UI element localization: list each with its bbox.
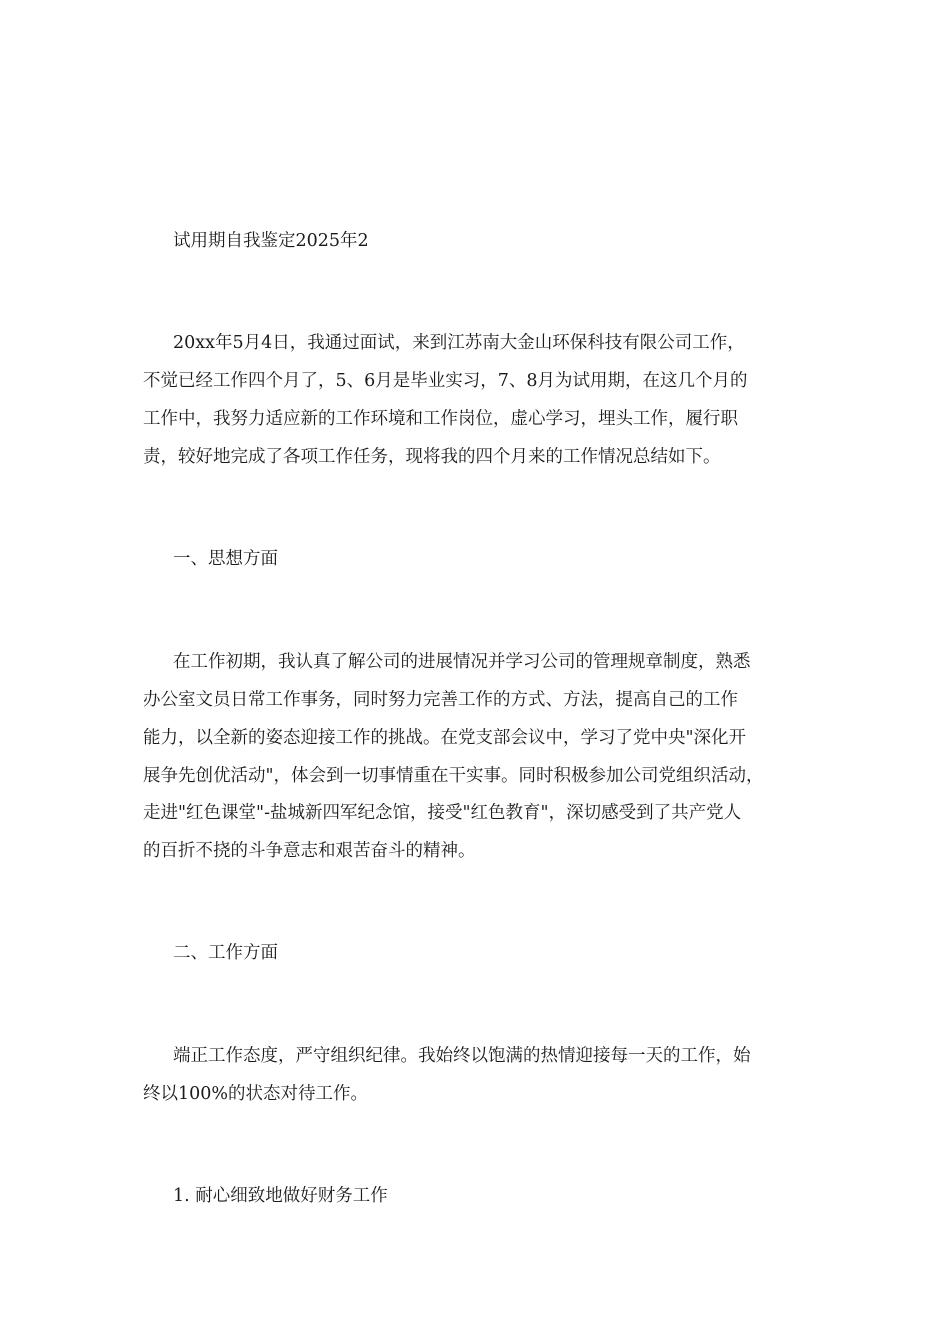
paragraph-2-line-1: 在工作初期，我认真了解公司的进展情况并学习公司的管理规章制度，熟悉 — [173, 652, 751, 672]
paragraph-2-line-4: 展争先创优活动"，体会到一切事情重在干实事。同时积极参加公司党组织活动， — [143, 766, 764, 786]
paragraph-1-line-1: 20xx年5月4日，我通过面试，来到江苏南大金山环保科技有限公司工作， — [173, 333, 745, 353]
paragraph-2-line-5: 走进"红色课堂"-盐城新四军纪念馆，接受"红色教育"，深切感受到了共产党人 — [143, 803, 742, 823]
section-heading-work: 二、工作方面 — [173, 943, 278, 963]
paragraph-1-line-3: 工作中，我努力适应新的工作环境和工作岗位，虚心学习，埋头工作，履行职 — [143, 409, 738, 429]
paragraph-1-line-4: 责，较好地完成了各项工作任务，现将我的四个月来的工作情况总结如下。 — [143, 447, 721, 467]
paragraph-2-line-2: 办公室文员日常工作事务，同时努力完善工作的方式、方法，提高自己的工作 — [143, 690, 738, 710]
paragraph-1-line-2: 不觉已经工作四个月了，5、6月是毕业实习，7、8月为试用期，在这几个月的 — [143, 371, 748, 391]
paragraph-2-line-6: 的百折不挠的斗争意志和艰苦奋斗的精神。 — [143, 841, 476, 861]
paragraph-3-line-2: 终以100%的状态对待工作。 — [143, 1084, 369, 1104]
paragraph-2-line-3: 能力，以全新的姿态迎接工作的挑战。在党支部会议中，学习了党中央"深化开 — [143, 728, 747, 748]
section-heading-thought: 一、思想方面 — [173, 549, 278, 569]
paragraph-3-line-1: 端正工作态度，严守组织纪律。我始终以饱满的热情迎接每一天的工作，始 — [173, 1046, 751, 1066]
subsection-heading-finance: 1. 耐心细致地做好财务工作 — [173, 1186, 388, 1206]
document-title: 试用期自我鉴定2025年2 — [173, 231, 369, 251]
